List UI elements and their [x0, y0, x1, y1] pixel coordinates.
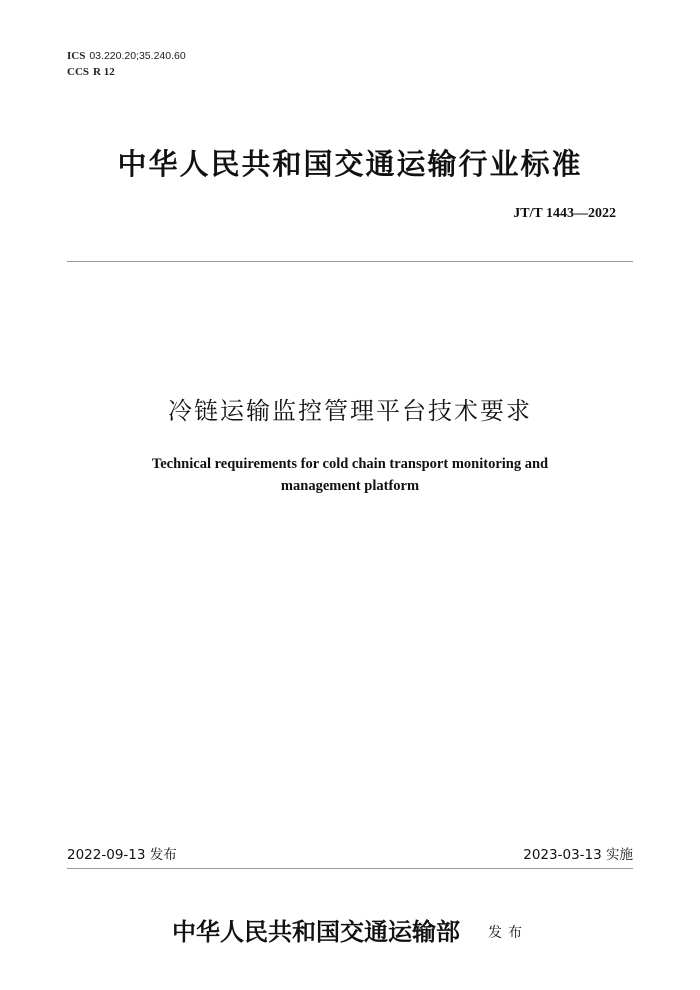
- ics-value: 03.220.20;35.240.60: [89, 50, 186, 62]
- ccs-label: CCS: [67, 66, 90, 78]
- ccs-code: [67, 64, 186, 80]
- document-title-english: [110, 453, 590, 497]
- publisher: [0, 912, 700, 947]
- classification-codes: [67, 48, 186, 80]
- top-divider: [67, 261, 633, 262]
- ccs-value: R 12: [93, 66, 115, 78]
- implementation-date: 2023-03-13 实施: [523, 847, 633, 863]
- standard-category-title: 中华人民共和国交通运输行业标准: [117, 147, 583, 181]
- issue-date: 2022-09-13 发布: [67, 847, 177, 863]
- standard-number: JT/T 1443—2022: [513, 206, 616, 221]
- ics-label: ICS: [67, 50, 86, 62]
- document-title-english-line1: Technical requirements for cold chain transport monitoring and: [151, 456, 549, 472]
- ics-code: [67, 48, 186, 64]
- document-title-english-line2: management platform: [280, 478, 420, 494]
- document-title-chinese: 冷链运输监控管理平台技术要求: [168, 397, 532, 425]
- publisher-action: 发布: [488, 925, 528, 941]
- bottom-divider: [67, 868, 633, 869]
- publisher-name: 中华人民共和国交通运输部: [172, 917, 460, 946]
